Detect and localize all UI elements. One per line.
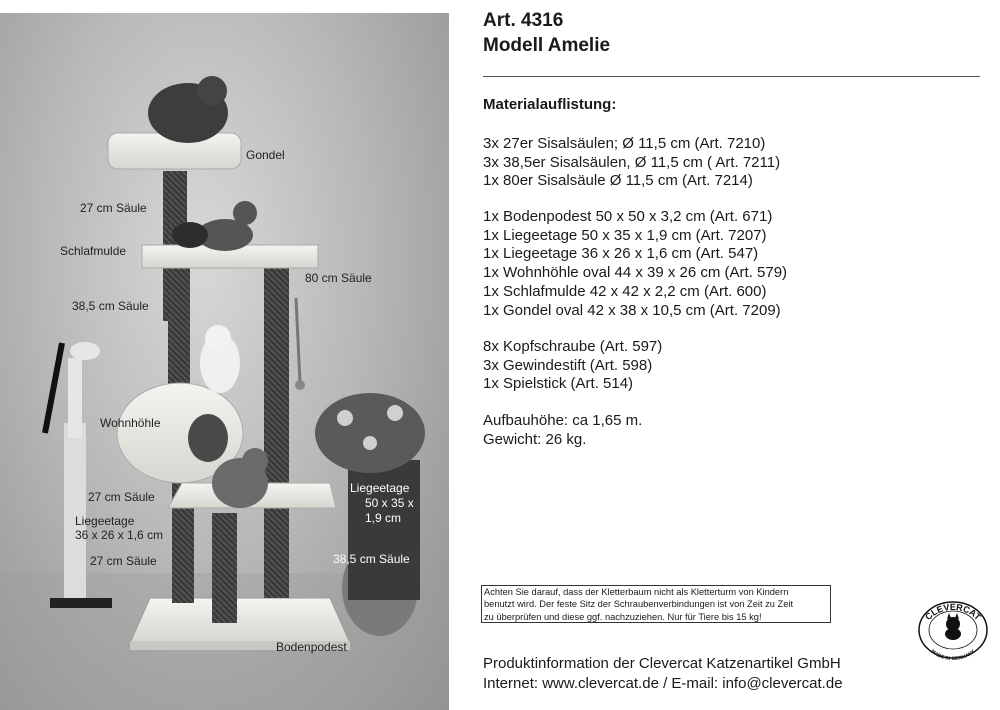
label-liegeetage-big-2: 50 x 35 x xyxy=(365,496,414,510)
logo-brand: CLEVERCAT xyxy=(923,601,983,623)
label-post-27-mid: 27 cm Säule xyxy=(88,490,155,504)
base-platform xyxy=(130,598,350,643)
list-item: Aufbauhöhe: ca 1,65 m. xyxy=(483,412,643,429)
label-schlafmulde: Schlafmulde xyxy=(60,244,127,258)
notice-line: benutzt wird. Der feste Sitz der Schraubenverbindungen ist von Zeit zu Zeit xyxy=(484,599,794,610)
clevercat-logo xyxy=(916,600,990,660)
list-item: 1x Wohnhöhle oval 44 x 39 x 26 cm (Art. 579) xyxy=(483,264,788,282)
list-item: 3x 38,5er Sisalsäulen, Ø 11,5 cm ( Art. 7211) xyxy=(483,153,781,171)
label-liegeetage-small-2: 36 x 26 x 1,6 cm xyxy=(75,528,164,542)
divider xyxy=(483,76,980,77)
label-wohnhoehle: Wohnhöhle xyxy=(100,416,161,430)
list-item: 1x Liegeetage 50 x 35 x 1,9 cm (Art. 7207) xyxy=(483,226,767,244)
label-liegeetage-big-1: Liegeetage xyxy=(350,481,410,495)
cat-tree-illustration xyxy=(0,13,449,710)
label-liegeetage-small-1: Liegeetage xyxy=(75,514,135,528)
list-item: 1x Schlafmulde 42 x 42 x 2,2 cm (Art. 600) xyxy=(483,282,767,300)
label-post-385-low: 38,5 cm Säule xyxy=(333,552,410,566)
notice-line: zu überprüfen und diese ggf. nachzuziehen. Nur für Tiere bis 15 kg! xyxy=(484,611,762,622)
list-item: 3x Gewindestift (Art. 598) xyxy=(483,356,653,374)
list-item: 1x Spielstick (Art. 514) xyxy=(483,375,634,393)
plant xyxy=(315,393,425,473)
zebra-figure xyxy=(50,598,112,608)
article-number: Art. 4316 xyxy=(483,10,564,31)
list-item: 1x Gondel oval 42 x 38 x 10,5 cm (Art. 7209) xyxy=(483,301,781,319)
label-post-80: 80 cm Säule xyxy=(305,271,372,285)
model-name: Modell Amelie xyxy=(483,35,611,56)
footer-contact: Internet: www.clevercat.de / E-mail: info@clevercat.de xyxy=(483,675,843,692)
materials-specs xyxy=(483,412,642,449)
logo-tagline: MADE IN GERMANY xyxy=(929,648,977,660)
product-photo xyxy=(0,13,449,710)
label-post-385-top: 38,5 cm Säule xyxy=(72,299,149,313)
list-item: 1x Liegeetage 36 x 26 x 1,6 cm (Art. 547) xyxy=(483,245,759,263)
post-385-low xyxy=(212,513,237,623)
safety-notice xyxy=(481,585,831,623)
post-385-top xyxy=(168,263,190,388)
label-post-27-low: 27 cm Säule xyxy=(90,554,157,568)
list-item: Gewicht: 26 kg. xyxy=(483,430,587,448)
post-80 xyxy=(264,253,289,598)
materials-heading: Materialauflistung: xyxy=(483,96,617,113)
list-item: 1x Bodenpodest 50 x 50 x 3,2 cm (Art. 671) xyxy=(483,208,773,225)
materials-hardware xyxy=(483,338,662,394)
materials-posts xyxy=(483,135,780,191)
list-item: 8x Kopfschraube (Art. 597) xyxy=(483,338,663,355)
label-post-27-top: 27 cm Säule xyxy=(80,201,147,215)
notice-line: Achten Sie darauf, dass der Kletterbaum nicht als Kletterturm von Kindern xyxy=(484,587,789,597)
label-gondel: Gondel xyxy=(246,148,285,162)
list-item: 3x 27er Sisalsäulen; Ø 11,5 cm (Art. 7210) xyxy=(483,135,766,152)
label-bodenpodest: Bodenpodest xyxy=(276,640,347,654)
list-item: 1x 80er Sisalsäule Ø 11,5 cm (Art. 7214) xyxy=(483,172,753,190)
label-liegeetage-big-3: 1,9 cm xyxy=(365,511,402,525)
materials-platforms xyxy=(483,208,787,320)
footer-company: Produktinformation der Clevercat Katzenartikel GmbH xyxy=(483,655,841,672)
